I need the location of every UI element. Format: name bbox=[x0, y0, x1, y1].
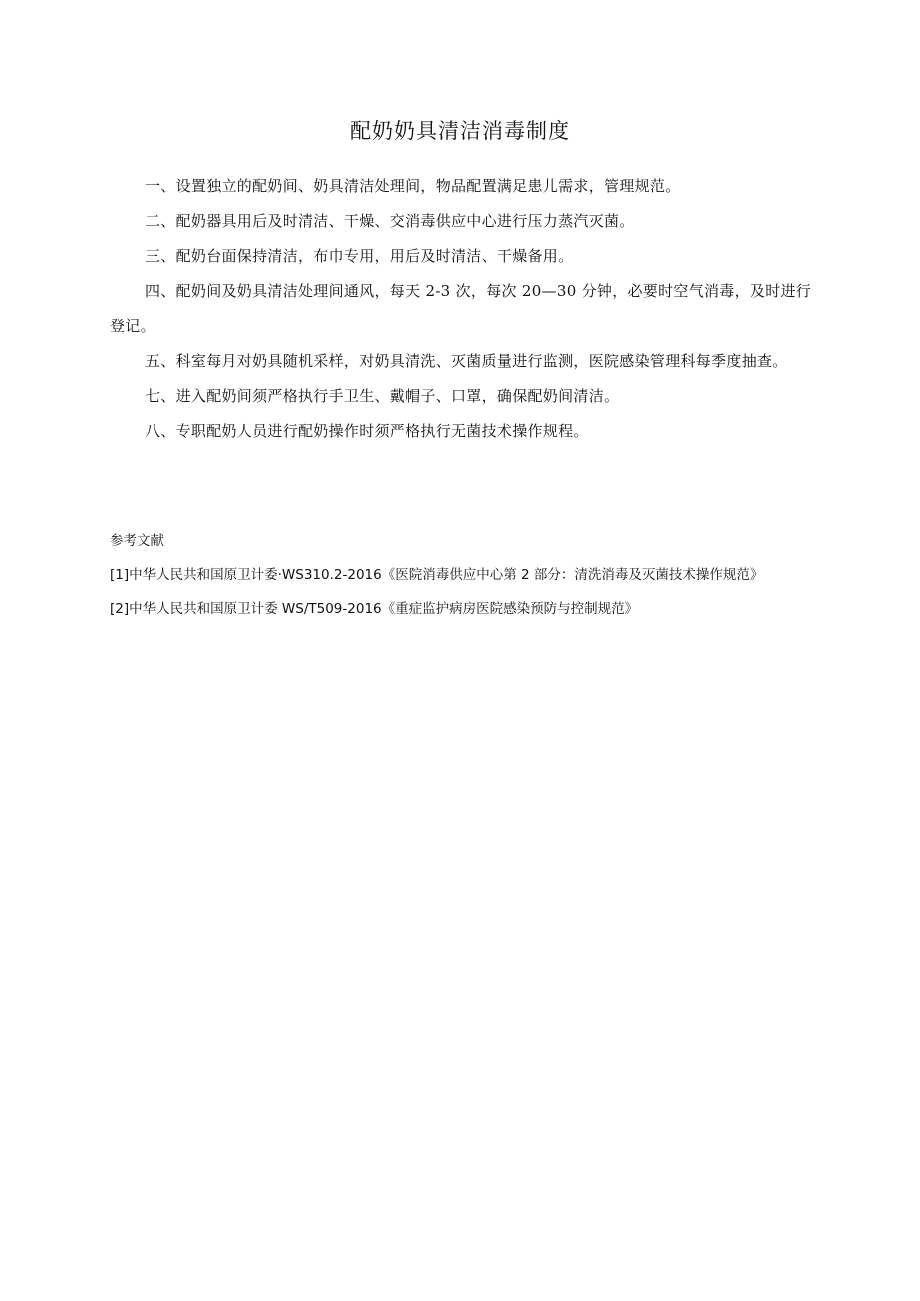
reference-item: [2]中华人民共和国原卫计委 WS/T509-2016《重症监护病房医院感染预防与控制规范》 bbox=[110, 601, 639, 617]
clause-item: 四、配奶间及奶具清洁处理间通风，每天 2-3 次，每次 20—30 分钟，必要时空气消毒，及时进行登记。 bbox=[110, 282, 812, 335]
clause-list bbox=[110, 169, 820, 449]
clause-item: 七、进入配奶间须严格执行手卫生、戴帽子、口罩，确保配奶间清洁。 bbox=[145, 387, 620, 405]
clause-item: 八、专职配奶人员进行配奶操作时须严格执行无菌技术操作规程。 bbox=[145, 422, 589, 440]
clause-item: 二、配奶器具用后及时清洁、干燥、交消毒供应中心进行压力蒸汽灭菌。 bbox=[145, 212, 635, 230]
references-heading: 参考文献 bbox=[110, 533, 164, 549]
reference-item: [1]中华人民共和国原卫计委·WS310.2-2016《医院消毒供应中心第 2 部分：清洗消毒及灭菌技术操作规范》 bbox=[110, 567, 764, 583]
references-section bbox=[110, 526, 820, 626]
clause-item: 一、设置独立的配奶间、奶具清洁处理间，物品配置满足患儿需求，管理规范。 bbox=[145, 177, 681, 195]
clause-item: 三、配奶台面保持清洁，布巾专用，用后及时清洁、干燥备用。 bbox=[145, 247, 574, 265]
page-title: 配奶奶具清洁消毒制度 bbox=[350, 119, 570, 143]
clause-item: 五、科室每月对奶具随机采样，对奶具清洗、灭菌质量进行监测，医院感染管理科每季度抽查。 bbox=[145, 352, 788, 370]
